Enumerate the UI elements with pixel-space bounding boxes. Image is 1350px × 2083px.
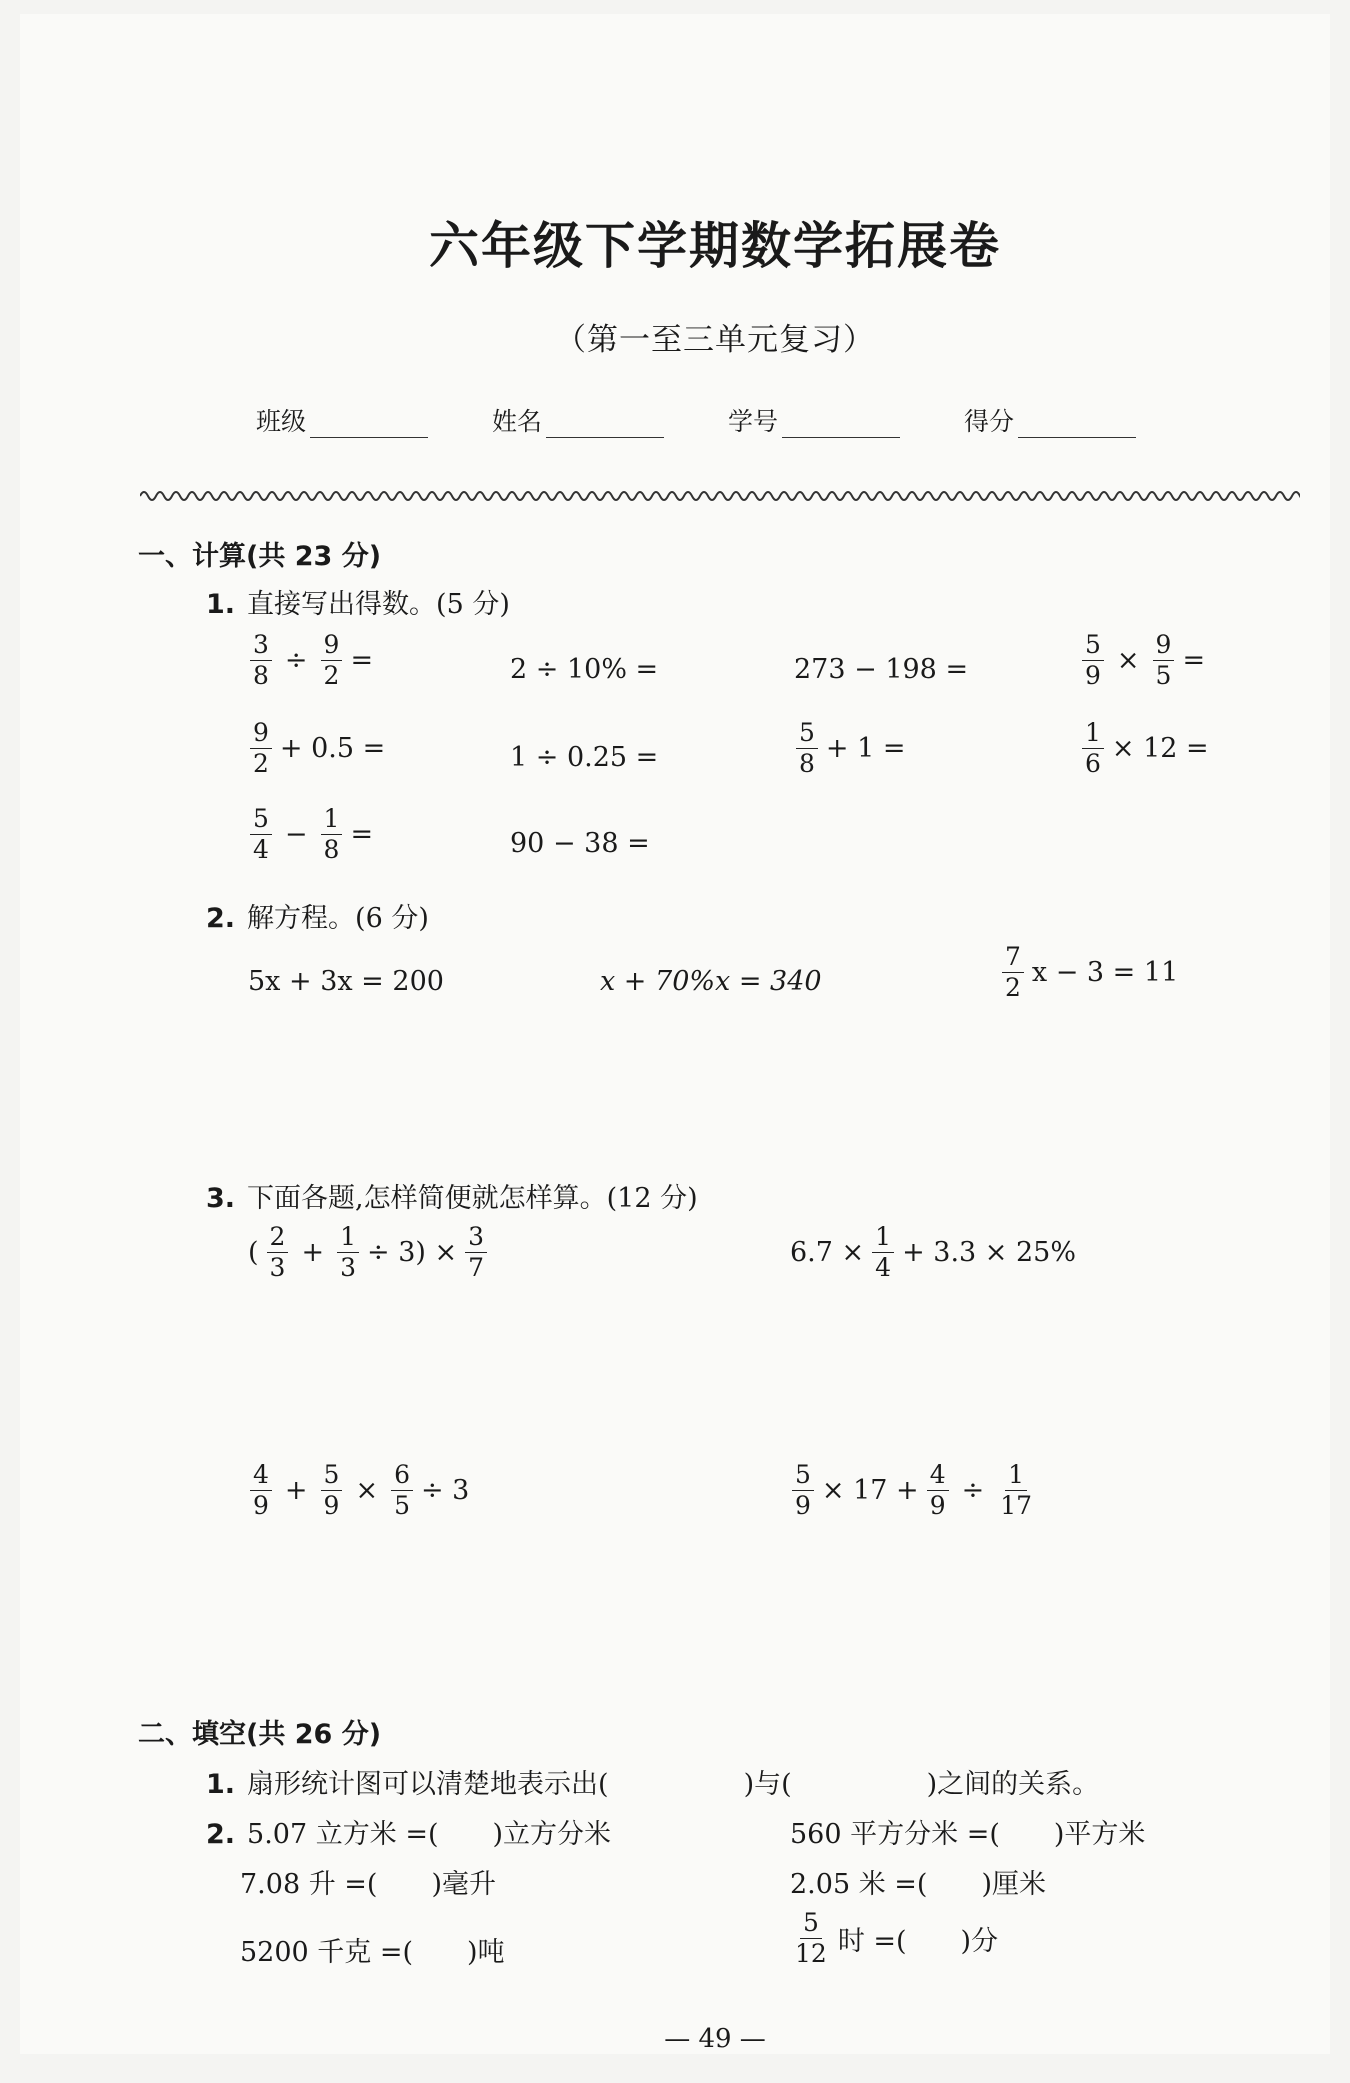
page-subtitle: （第一至三单元复习） [555, 322, 875, 358]
question-2-2-f: $\frac{5}{12}$ 时 =( )分 [795, 1908, 999, 1969]
question-2-2-b: 560 平方分米 =( )平方米 [790, 1819, 1146, 1850]
question-2-1: 1. 扇形统计图可以清楚地表示出( )与( )之间的关系。 [206, 1769, 1100, 1800]
question-2-2-c: 7.08 升 =( )毫升 [240, 1869, 496, 1900]
question-2-2-d: 2.05 米 =( )厘米 [790, 1869, 1046, 1900]
simplify-3: $\frac{4}{9}$ + $\frac{5}{9}$ × $\frac{6}{5}$ ÷ 3 [248, 1462, 469, 1520]
question-2-2-e: 5200 千克 =( )吨 [240, 1937, 505, 1968]
worksheet-page [20, 14, 1330, 2054]
simplify-2: 6.7 × $\frac{1}{4}$ + 3.3 × 25% [790, 1222, 1077, 1283]
student-id-label: 学号 [728, 407, 779, 436]
oral-calc-b: 2 ÷ 10% = [510, 654, 659, 685]
page-title: 六年级下学期数学拓展卷 [429, 217, 1001, 275]
simplify-4: $\frac{5}{9}$ × 17 + $\frac{4}{9}$ ÷ $\frac{1}{17}$ [790, 1462, 1037, 1520]
equation-2: x + 70%x = 340 [600, 966, 822, 997]
student-id-field[interactable] [728, 402, 900, 438]
oral-calc-d: $\frac{5}{9}$ × $\frac{9}{5}$ = [1080, 632, 1205, 690]
oral-calc-f: 1 ÷ 0.25 = [510, 742, 659, 773]
oral-calc-c: 273 − 198 = [794, 654, 969, 685]
oral-calc-a: $\frac{3}{8}$ ÷ $\frac{9}{2}$ = [248, 632, 373, 690]
score-field[interactable] [964, 402, 1136, 438]
equation-3: $\frac{7}{2}$ x − 3 = 11 [1000, 944, 1178, 1002]
name-field[interactable] [492, 402, 664, 438]
equation-1: 5x + 3x = 200 [248, 966, 444, 997]
section-2-heading: 二、填空(共 26 分) [138, 1719, 382, 1750]
simplify-1: ( $\frac{2}{3}$ + $\frac{1}{3}$ ÷ 3) × $\frac{3}{7}$ [248, 1224, 489, 1282]
oral-calc-h: $\frac{1}{6}$ × 12 = [1080, 720, 1209, 778]
oral-calc-j: 90 − 38 = [510, 828, 650, 859]
wavy-divider [140, 486, 1300, 506]
section-1-heading: 一、计算(共 23 分) [138, 541, 382, 572]
name-label: 姓名 [492, 407, 543, 436]
question-2-2-a: 2. 5.07 立方米 =( )立方分米 [206, 1819, 612, 1850]
oral-calc-i: $\frac{5}{4}$ − $\frac{1}{8}$ = [248, 806, 373, 864]
class-label: 班级 [256, 407, 307, 436]
question-1-3: 3. 下面各题,怎样简便就怎样算。(12 分) [206, 1183, 698, 1214]
question-1-1: 1. 直接写出得数。(5 分) [206, 589, 510, 620]
page-number: — 49 — [664, 2024, 766, 2054]
question-1-2: 2. 解方程。(6 分) [206, 903, 429, 934]
score-label: 得分 [964, 407, 1015, 436]
oral-calc-e: $\frac{9}{2}$ + 0.5 = [248, 720, 385, 778]
oral-calc-g: $\frac{5}{8}$ + 1 = [794, 720, 906, 778]
class-field[interactable] [256, 402, 428, 438]
